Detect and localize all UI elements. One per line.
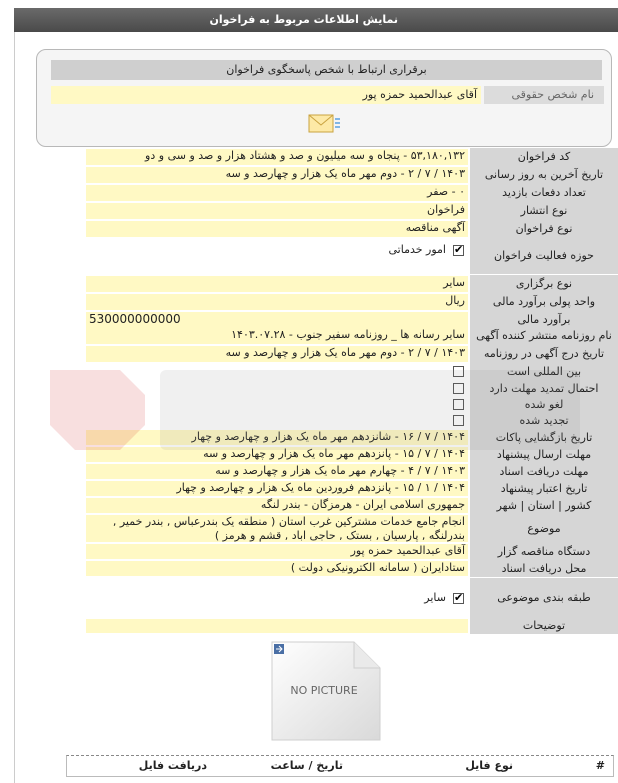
activity-checkbox[interactable] xyxy=(453,245,464,256)
extension-value-box xyxy=(86,381,468,396)
files-table-header xyxy=(66,755,614,777)
last-update-value: ۱۴۰۳ / ۷ / ۲ - دوم مهر ماه یک هزار و چهارصد و سه xyxy=(86,167,468,183)
international-checkbox[interactable] xyxy=(453,366,464,377)
activity-field-label: حوزه فعالیت فراخوان xyxy=(470,238,618,274)
publication-type-value: فراخوان xyxy=(86,203,468,219)
activity-option-label: امور خدماتی xyxy=(388,243,446,256)
organizer-value: آقای عبدالحمید حمزه پور xyxy=(86,544,468,559)
row-cancelled xyxy=(86,397,618,413)
col-download: دریافت فایل xyxy=(138,759,207,772)
row-newspaper xyxy=(86,327,618,345)
row-call-code xyxy=(86,148,618,166)
col-hash: # xyxy=(595,759,605,772)
category-label: طبقه بندی موضوعی xyxy=(470,578,618,618)
page-title: نمایش اطلاعات مربوط به فراخوان xyxy=(209,13,398,26)
row-description xyxy=(86,618,618,634)
row-location xyxy=(86,497,618,514)
last-update-label: تاریخ آخرین به روز رسانی xyxy=(470,166,618,184)
send-deadline-value: ۱۴۰۴ / ۷ / ۱۵ - پانزدهم مهر ماه یک هزار و چهارصد و سه xyxy=(86,447,468,462)
category-checkbox[interactable] xyxy=(453,593,464,604)
call-code-value: ۵۳,۱۸۰,۱۳۲ - پنجاه و سه میلیون و صد و هشتاد هزار و صد و سی و دو xyxy=(86,149,468,165)
contact-panel xyxy=(36,49,612,147)
extension-label: احتمال تمدید مهلت دارد xyxy=(470,380,618,397)
row-activity-field xyxy=(86,238,618,274)
renewed-label: تجدید شده xyxy=(470,413,618,429)
holding-type-value: سایر xyxy=(86,276,468,292)
newspaper-date-label: تاریخ درج آگهی در روزنامه xyxy=(470,345,618,363)
row-validity-date xyxy=(86,480,618,497)
page-header xyxy=(14,8,618,32)
extension-checkbox[interactable] xyxy=(453,383,464,394)
doc-deadline-value: ۱۴۰۳ / ۷ / ۴ - چهارم مهر ماه یک هزار و چهارصد و سه xyxy=(86,464,468,479)
cancelled-value-box xyxy=(86,398,468,412)
publication-type-label: نوع انتشار xyxy=(470,202,618,220)
no-picture-label: NO PICTURE xyxy=(290,684,358,697)
cancelled-label: لغو شده xyxy=(470,397,618,413)
opening-date-label: تاریخ بازگشایی پاکات xyxy=(470,429,618,446)
doc-place-value: ستادایران ( سامانه الکترونیکی دولت ) xyxy=(86,561,468,576)
row-currency xyxy=(86,293,618,311)
row-visits xyxy=(86,184,618,202)
validity-date-value: ۱۴۰۴ / ۱ / ۱۵ - پانزدهم فروردین ماه یک هزار و چهارصد و چهار xyxy=(86,481,468,496)
legal-person-label: نام شخص حقوقی xyxy=(484,86,604,104)
activity-field-value-box xyxy=(86,242,468,276)
row-organizer xyxy=(86,543,618,560)
description-label: توضیحات xyxy=(470,618,618,634)
row-doc-place xyxy=(86,560,618,577)
newspaper-value: سایر رسانه ها _ روزنامه سفیر جنوب - ۱۴۰۳.۰۷.۲۸ xyxy=(86,328,468,344)
row-doc-deadline xyxy=(86,463,618,480)
financial-estimate-value: 530000000000 xyxy=(86,312,468,328)
location-label: کشور | استان | شهر xyxy=(470,497,618,514)
email-icon[interactable] xyxy=(307,111,341,137)
location-value: جمهوری اسلامی ایران - هرمزگان - بندر لنگه xyxy=(86,498,468,513)
financial-estimate-label: برآورد مالی xyxy=(470,311,618,329)
cancelled-checkbox[interactable] xyxy=(453,399,464,410)
international-value-box xyxy=(86,364,468,379)
newspaper-label: نام روزنامه منتشر کننده آگهی xyxy=(470,327,618,345)
row-call-type xyxy=(86,220,618,238)
subject-label: موضوع xyxy=(470,514,618,543)
row-international xyxy=(86,363,618,380)
newspaper-date-value: ۱۴۰۳ / ۷ / ۲ - دوم مهر ماه یک هزار و چهارصد و سه xyxy=(86,346,468,362)
visits-label: تعداد دفعات بازدید xyxy=(470,184,618,202)
category-option-label: سایر xyxy=(424,591,446,604)
row-send-deadline xyxy=(86,446,618,463)
call-code-label: کد فراخوان xyxy=(470,148,618,166)
row-subject xyxy=(86,514,618,543)
row-opening-date xyxy=(86,429,618,446)
visits-value: ۰ - صفر xyxy=(86,185,468,201)
send-deadline-label: مهلت ارسال پیشنهاد xyxy=(470,446,618,463)
row-newspaper-date xyxy=(86,345,618,363)
organizer-label: دستگاه مناقصه گزار xyxy=(470,543,618,560)
doc-place-label: محل دریافت اسناد xyxy=(470,560,618,577)
row-extension xyxy=(86,380,618,397)
row-publication-type xyxy=(86,202,618,220)
col-file-type: نوع فایل xyxy=(465,759,513,772)
currency-label: واحد پولی برآورد مالی xyxy=(470,293,618,311)
renewed-checkbox[interactable] xyxy=(453,415,464,426)
international-label: بین المللی است xyxy=(470,363,618,380)
subject-value: انجام جامع خدمات مشترکین غرب استان ( منطقه یک بندرعباس , بندر خمیر , بندرلنگه , پارسیان , بستک , حاجی اباد , قشم و هرمز ) xyxy=(86,515,468,542)
currency-value: ریال xyxy=(86,294,468,310)
call-type-value: آگهی مناقصه xyxy=(86,221,468,237)
page-border xyxy=(14,32,15,783)
row-last-update xyxy=(86,166,618,184)
doc-deadline-label: مهلت دریافت اسناد xyxy=(470,463,618,480)
holding-type-label: نوع برگزاری xyxy=(470,275,618,293)
row-category xyxy=(86,578,618,618)
legal-person-value: آقای عبدالحمید حمزه پور xyxy=(51,86,481,104)
opening-date-value: ۱۴۰۴ / ۷ / ۱۶ - شانزدهم مهر ماه یک هزار و چهارصد و چهار xyxy=(86,430,468,445)
row-holding-type xyxy=(86,275,618,293)
col-date-time: تاریخ / ساعت xyxy=(270,759,343,772)
row-renewed xyxy=(86,413,618,429)
call-type-label: نوع فراخوان xyxy=(470,220,618,238)
renewed-value-box xyxy=(86,414,468,428)
contact-panel-title: برقراری ارتباط با شخص پاسخگوی فراخوان xyxy=(51,60,602,80)
description-value xyxy=(86,619,468,633)
category-value-box xyxy=(86,590,468,608)
validity-date-label: تاریخ اعتبار پیشنهاد xyxy=(470,480,618,497)
